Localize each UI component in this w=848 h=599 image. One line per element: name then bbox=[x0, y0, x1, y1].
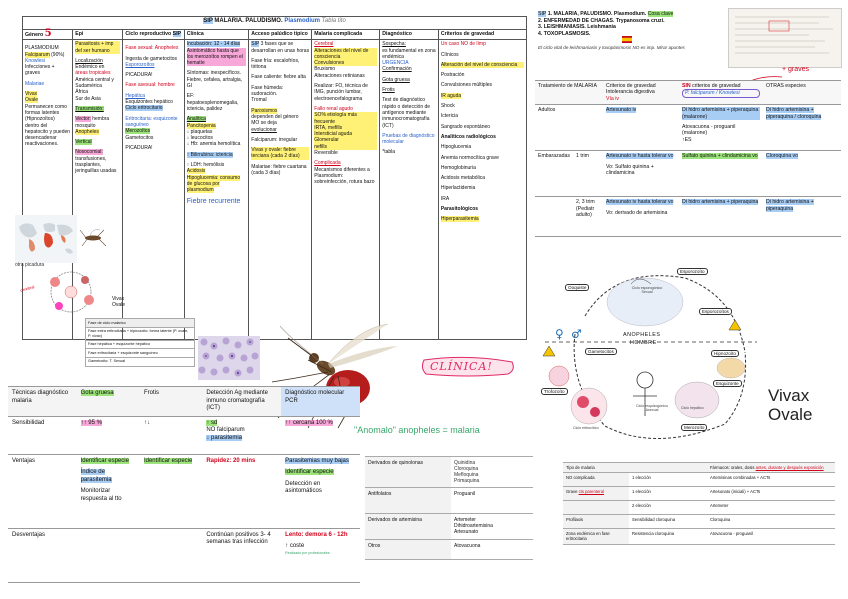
tech-cell: ↑↑ cercana 100 % bbox=[281, 416, 360, 454]
cycle-label: Gametocitos bbox=[585, 348, 617, 355]
treatment-cell: Di hidro artemisina + piperaquina bbox=[763, 197, 841, 237]
plasmodium-lifecycle-diagram bbox=[535, 256, 767, 452]
handwritten-5: 5 bbox=[44, 28, 52, 39]
fase-row: Fase hepática + esquizonte hepático bbox=[86, 340, 195, 349]
tech-cell: Identificar especie bbox=[140, 454, 202, 528]
tech-cell: Lento: demora 6 - 12h ↑ coste Realizado por profesionales bbox=[281, 528, 360, 582]
tipo-header: Tipo de malaria bbox=[563, 463, 629, 473]
derivado-label: Derivados de artemisina bbox=[365, 514, 451, 540]
cycle-label: Esporozoítos bbox=[699, 308, 732, 315]
tech-header: Diagnóstico molecular PCR bbox=[281, 387, 360, 417]
cycle-label: Trofozoíto bbox=[541, 388, 568, 395]
treatment-table bbox=[535, 80, 841, 237]
cycle-label: Ciclo hepático bbox=[681, 406, 704, 410]
header-acceso: Acceso palúdico típico bbox=[249, 30, 312, 40]
derivado-label: Otros bbox=[365, 540, 451, 560]
epi-cell: Parasitosis + imp del ser humano Localización Endémico en áreas tropicales América central y Sudamérica África Sur de Asia Transmisión: Vector: hembra mosquito Anopheles Vertical Nosocomial: transfusiones, trasplantes, jeringuillas usadas bbox=[73, 40, 123, 340]
tipo-cell: Atovacuona - proguanil bbox=[707, 529, 835, 544]
ciclo-cell: Fase sexual: Anopheles Ingesta de gametocitos Esporozoítos PICADURA! Fase asexual: hombre Hepática Esquizontes hepático Ciclo eritrocitario Eritrocitaria: esquizonte sanguíneo Merozoítos Gametocitos PICADURA! bbox=[123, 40, 184, 340]
cycle-label: Ciclo esporogónico Sexual bbox=[631, 286, 663, 294]
header-clinica: Clínica bbox=[184, 30, 249, 40]
tipo-cell: NO complicada bbox=[563, 473, 629, 487]
header-complicada: Malaria complicada bbox=[312, 30, 380, 40]
tipo-cell: Cloroquina bbox=[707, 515, 835, 529]
treatment-cell: Di hidro artemisina + piperaquina bbox=[679, 197, 763, 237]
treatment-cell: Artesunato iv hasta tolerar vo Vo: Sulfato quinina + clindamicina bbox=[603, 151, 679, 197]
cycle-label: Merozoíto bbox=[681, 424, 707, 431]
title-text: MALARIA. PALUDISMO. bbox=[214, 18, 283, 24]
anopheles-label: ANOPHELES bbox=[623, 332, 661, 338]
treatment-header: OTRAS especies bbox=[763, 81, 841, 105]
tipo-cell: Zona endémica en fase eritrocitaria bbox=[563, 529, 629, 544]
treatment-row-sublabel: 1 trim bbox=[573, 151, 603, 197]
cycle-label: Ooquiste bbox=[565, 284, 589, 291]
tech-cell: ↑ sd NO falciparum ↓ parasitemia bbox=[202, 416, 281, 454]
treatment-cell: Cloroquina vo bbox=[763, 151, 841, 197]
vivax-ovale-big-label: Vivax Ovale bbox=[768, 386, 813, 424]
world-map-image bbox=[15, 215, 77, 263]
otra-picadura-caption: otra picadura bbox=[15, 262, 45, 268]
tipo-cell: 1 elección bbox=[629, 473, 707, 487]
tech-row-label: Desventajas bbox=[8, 528, 77, 582]
tech-cell: Continúan positivos 3- 4 semanas tras infección bbox=[202, 528, 281, 582]
cycle-label: Ciclo esquizogónico Asexual bbox=[636, 404, 668, 412]
spain-flag-icon bbox=[622, 30, 632, 37]
derivado-value: Artemeter Dihidroartemisina Artesunato bbox=[451, 514, 533, 540]
tech-cell: Parasitemias muy bajas Identificar especie Detección en asintomáticos bbox=[281, 454, 360, 528]
genero-cell: PLASMODIUM Falciparum (90%) Knowlesi Infecciones + graves Malariae Vivax Ovale Permanecen como formas latentes (Hipnozoítos) dentro del hepatocito y pueden desencadenar reactivaciones. bbox=[23, 40, 73, 340]
complicada-cell: Cerebral Alteraciones del nivel de consciencia Convulsiones Bruxismo Alteraciones retinianas Realizar: FO, técnica de IMG, punción lumbar, electroencefalograma Fallo renal agudo SO% etiología más frecuente IRTA, mefills Intersticial aguda Glomerular nefills Reversible Complicada Mecanismos diferentes a Plasmodium: sobreinfección, rotura bazo bbox=[312, 40, 380, 340]
tech-cell: Identificar especie Índice de parasitemia Monitorizar respuesta al tto bbox=[77, 454, 140, 528]
treatment-header: Tratamiento de MALARIA bbox=[535, 81, 603, 105]
treatment-header: Criterios de gravedad Intolerancia digestiva Vía iv bbox=[603, 81, 679, 105]
tipo-cell: Resistencia cloroquina bbox=[629, 529, 707, 544]
header-genero: Género 5 bbox=[23, 30, 73, 40]
tipo-cell: Artesunato (iniciali) + ACTs bbox=[707, 487, 835, 501]
svg-text:♂: ♂ bbox=[571, 327, 582, 341]
notebook-photo bbox=[728, 8, 842, 68]
tipo-cell: Profilaxis bbox=[563, 515, 629, 529]
criterios-cell: Un caso NO de límp Clínicos Alteración del nivel de consciencia Postración Convulsiones múltiples IR aguda Shock Ictericia Sangrado espontáneo Analíticos radiológicos Hipoglucemia Anemia normocítica grave Hemoglobinuria Acidosis metabólica Hiperlactidemia IRA Parasitológicos Hiperparasitemia bbox=[438, 40, 526, 340]
tipo-header: Fármacos: orales, dosis antes, durante y después exposición bbox=[707, 463, 835, 473]
vivax-ovale-small-caption: Vivax Ovale bbox=[112, 296, 126, 308]
small-mosquito-icon bbox=[78, 226, 108, 248]
treatment-cell: Sulfato quinina + clindamicina vo bbox=[679, 151, 763, 197]
clinica-cell: Incubación: 12 - 14 días Asintomático hasta que los merozoítos rompen el hematíe Síntomas: inespecíficos. Fiebre, cefalea, artralgia, GI EF: hepatoesplenomegalia, ictericia, palidez Analítica Pancitopenia ↓ plaquetas ↓ leucocitos ↓ Hb: anemia hemolítica ↑ Bilirrubina: ictericia ↑ LDH: hemólisis Acidosis Hipoglucemia: consumo de glucosa por plasmodium Fiebre recurrente bbox=[184, 40, 249, 340]
clinica-stamp bbox=[418, 356, 518, 378]
cycle-label: Hipnozoíto bbox=[711, 350, 739, 357]
diagnostico-cell: Sospecha: es fundamental en zona endémica URGENCIA Confirmación Gota gruesa Frotis Test de diagnóstico rápido o detección de antígenos mediante inmunocromatografía (ICT) Pruebas de diagnóstico molecular *tabla bbox=[380, 40, 439, 340]
cycle-label: Esporozoíto bbox=[677, 268, 708, 275]
mas-graves-note: + graves bbox=[782, 66, 810, 73]
small-lifecycle-diagram bbox=[33, 262, 111, 320]
tipo-cell: 2 elección bbox=[629, 501, 707, 515]
derivados-table bbox=[365, 456, 533, 560]
treatment-row-label: Adultos bbox=[535, 105, 603, 151]
treatment-cell: Di hidro artemisina + piperaquina / cloroquina bbox=[763, 105, 841, 151]
fase-row: Gametocito: T. Sexual bbox=[86, 357, 195, 366]
top-right-disease-list: SIP 1. MALARIA, PALUDISMO. Plasmodium. Cosa clave 2. ENFERMEDAD DE CHAGAS. Trypanosoma cruzi. 3. LEISHMANIASIS. Leishmania 4. TOXOPLASMOSIS. El ciclo vital de leishmaniasis y toxoplasmosis NO es imp. Mirar apuntes bbox=[538, 11, 685, 50]
tipo-cell: Artemisinas combinadas + ACTs bbox=[707, 473, 835, 487]
hombre-label: HOMBRE bbox=[630, 340, 657, 346]
tech-header: Gota gruesa bbox=[77, 387, 140, 417]
treatment-header: SIN criterios de gravedad P. falciparum / Knowlesi bbox=[679, 81, 763, 105]
tipo-cell: 1 elección bbox=[629, 487, 707, 501]
tech-cell bbox=[140, 528, 202, 582]
tipo-cell: Artemeter bbox=[707, 501, 835, 515]
tech-header: Detección Ag mediante inmuno cromatografía (ICT) bbox=[202, 387, 281, 417]
header-epi: Epi bbox=[73, 30, 123, 40]
tech-row-label: Ventajas bbox=[8, 454, 77, 528]
derivado-value: Quinidina Cloroquina Mefloquina Primaquina bbox=[451, 457, 533, 488]
header-criterios: Criterios de gravedad bbox=[438, 30, 526, 40]
derivado-value: Proguanil bbox=[451, 488, 533, 514]
anomalo-caption: "Anomalo" anopheles = malaria bbox=[354, 425, 480, 435]
treatment-cell: Artesunato iv hasta tolerar vo Vo: derivado de artemisina bbox=[603, 197, 679, 237]
sip-badge: SIP bbox=[203, 18, 213, 24]
tech-row-label: Sensibilidad bbox=[8, 416, 77, 454]
tipo-malaria-table bbox=[563, 462, 835, 545]
main-table-title bbox=[23, 17, 527, 30]
fase-ciclo-table bbox=[85, 318, 195, 367]
title-tag: Tabla tito bbox=[321, 18, 346, 24]
tech-cell: ↑↓ bbox=[140, 416, 202, 454]
tipo-cell: Sensibilidad cloroquina bbox=[629, 515, 707, 529]
header-ciclo: Ciclo reproductivo SIP bbox=[123, 30, 184, 40]
cycle-label: Ciclo eritrocítico bbox=[573, 426, 599, 430]
tech-header: Técnicas diagnóstico malaria bbox=[8, 387, 77, 417]
title-genus: Plasmodium bbox=[284, 18, 320, 24]
cycle-label: Esquizonte bbox=[713, 380, 742, 387]
tech-header: Frotis bbox=[140, 387, 202, 417]
red-handwritten-note: cerebral bbox=[19, 284, 35, 293]
tipo-header bbox=[629, 463, 707, 473]
fase-row: Fase de ciclo malarico bbox=[86, 319, 195, 328]
header-diagnostico: Diagnóstico bbox=[380, 30, 439, 40]
derivado-value: Atovacuona bbox=[451, 540, 533, 560]
tech-cell: ↑↑ 95 % bbox=[77, 416, 140, 454]
tech-cell bbox=[77, 528, 140, 582]
diagnostic-techniques-table bbox=[8, 386, 360, 583]
treatment-cell: Artesunato iv bbox=[603, 105, 679, 151]
treatment-row-label bbox=[535, 197, 573, 237]
tipo-cell: Grave cts parenteral bbox=[563, 487, 629, 501]
clinica-stamp-text: CLÍNICA! bbox=[430, 360, 493, 373]
treatment-row-sublabel: 2, 3 trim (Pediatr adulto) bbox=[573, 197, 603, 237]
tech-cell: Rapidez: 20 mins bbox=[202, 454, 281, 528]
derivado-label: Antifolatos bbox=[365, 488, 451, 514]
treatment-cell: Di hidro artemisina + piperaquina (malarone) Atovacuona - proguanil (malarone) ↑ES bbox=[679, 105, 763, 151]
tipo-cell bbox=[563, 501, 629, 515]
fase-row: Fase eritrocitaria + esquizonte sanguíneo bbox=[86, 349, 195, 358]
treatment-row-label: Embarazadas bbox=[535, 151, 573, 197]
fase-row: Fase extra eritrocitaria + hipnozoito: forma latente (P. ovale, P. vivax) bbox=[86, 327, 195, 340]
blood-smear-image bbox=[198, 336, 260, 380]
acceso-cell: SIP 3 fases que se desarrollan en unas horas Fase fría: escalofríos, tiritona Fase caliente: fiebre alta Fase húmeda: sudoración. Tromal Paroxismos dependen del género MO se deja evolucionar Falciparum: irregular Vivax y ovale: fiebre terciana (cada 2 días) Malariae: fiebre cuartana (cada 3 días) bbox=[249, 40, 312, 340]
svg-text:♀: ♀ bbox=[555, 327, 564, 341]
derivado-label: Derivados de quinolonas bbox=[365, 457, 451, 488]
